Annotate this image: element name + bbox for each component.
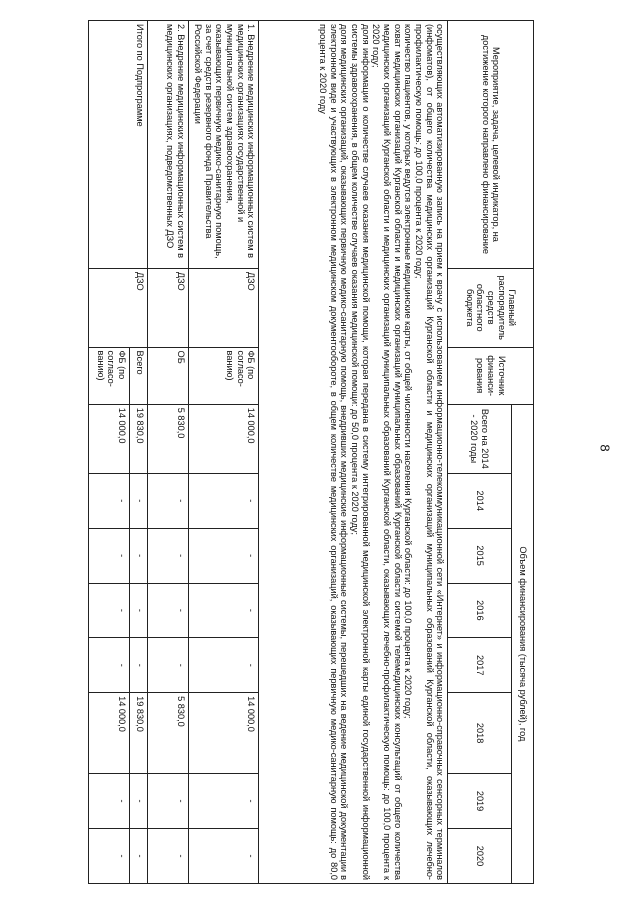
- row-source: ФБ (по согласо-ванию): [189, 347, 259, 404]
- header-volume: Объем финансирования (тысяча рублей), год: [511, 404, 533, 883]
- indicator-description: осуществляющих автоматизированную запись на прием к врачу с использованием информационно-телекоммуникационной сети «Интернет» и информационно-справочных сенсорных терминалов (инфоматов), от общего количества медицинских организаций Курганской области и медицинских организаций муниципальных образований Курганской области, оказывающих лечебно-профилактическую помощь: до 100,0 процента к 2020 году; количество пациентов, у которых ведутся электронные медицинские карты, от общей численности населения Курганской области: до 100,0 процента к 2020 году; охват медицинских организаций Курганской области и медицинских организаций муниципальных образований Курганской области системой телемедицинских консультаций от общего количества медицинских организаций Курганской области и медицинских организаций муниципальных образований Курганской области, оказывающих лечебно-профилактическую помощь: до 100,0 процента к 2020 году; доля информации о количестве случаев оказания медицинской помощи, которая передана в систему интегрированной медицинской электронной карты единой государственной информационной системы здравоохранения, в общем количестве случаев оказания медицинской помощи: до 50,0 процента к 2020 году; доля медицинских организаций, оказывающих первичную медико-санитарную помощь, внедривших медицинские информационные системы, перешедших на ведение медицинской документации в электронном виде и участвующих в электронном медицинском документообороте, в общем количестве медицинских организаций, оказывающих первичную медико-санитарную помощь: до 80,0 процента к 2020 году: [259, 21, 448, 884]
- header-year: 2020: [448, 828, 511, 883]
- totals-year-value: -: [129, 638, 147, 693]
- header-total: Всего на 2014 - 2020 годы: [448, 404, 511, 473]
- totals-year-value: -: [129, 774, 147, 829]
- row-year-value: -: [148, 473, 189, 528]
- row-manager: ДЗО: [148, 268, 189, 347]
- totals-year-value: 19 830,0: [129, 693, 147, 774]
- totals-year-value: -: [129, 473, 147, 528]
- header-year: 2018: [448, 693, 511, 774]
- totals-year-value: -: [89, 473, 130, 528]
- row-year-value: -: [148, 638, 189, 693]
- totals-year-value: -: [129, 528, 147, 583]
- totals-label: Итого по Подпрограмме: [89, 21, 148, 269]
- row-year-value: 14 000,0: [189, 693, 259, 774]
- row-year-value: -: [189, 828, 259, 883]
- row-activity: 1. Внедрение медицинских информационных систем в медицинских организациях государственной и муниципальной систем здравоохранения, оказывающих первичную медико-санитарную помощь, за счет средств резервного фонда Правительства Российской Федерации: [189, 21, 259, 269]
- row-year-value: -: [189, 583, 259, 638]
- row-activity: 2. Внедрение медицинских информационных систем в медицинских организациях, подведомственных ДЗО: [148, 21, 189, 269]
- totals-manager: ДЗО: [89, 268, 148, 347]
- row-year-value: -: [189, 638, 259, 693]
- row-year-value: -: [148, 828, 189, 883]
- header-manager: Главный распорядитель средств областного бюджета: [448, 268, 534, 347]
- header-activity: Мероприятие, задача, целевой индикатор, на достижение которого направлено финансирование: [448, 21, 534, 269]
- totals-source: Всего: [129, 347, 147, 404]
- header-year: 2019: [448, 774, 511, 829]
- totals-year-value: -: [129, 828, 147, 883]
- row-year-value: -: [148, 583, 189, 638]
- header-year: 2015: [448, 528, 511, 583]
- row-year-value: 5 830,0: [148, 693, 189, 774]
- row-year-value: -: [189, 473, 259, 528]
- financing-table: [88, 20, 534, 884]
- totals-year-value: -: [89, 828, 130, 883]
- totals-year-value: -: [89, 774, 130, 829]
- rotated-table-container: [88, 20, 534, 884]
- totals-year-value: -: [129, 583, 147, 638]
- row-year-value: -: [189, 528, 259, 583]
- page-number: 8: [597, 444, 613, 452]
- row-total: 5 830,0: [148, 404, 189, 473]
- row-total: 14 000,0: [189, 404, 259, 473]
- totals-year-value: -: [89, 638, 130, 693]
- row-manager: ДЗО: [189, 268, 259, 347]
- row-year-value: -: [148, 528, 189, 583]
- row-year-value: -: [189, 774, 259, 829]
- totals-source: ФБ (по согласо-ванию): [89, 347, 130, 404]
- totals-year-value: -: [89, 528, 130, 583]
- header-year: 2016: [448, 583, 511, 638]
- header-year: 2014: [448, 473, 511, 528]
- totals-total: 19 830,0: [129, 404, 147, 473]
- totals-year-value: 14 000,0: [89, 693, 130, 774]
- header-year: 2017: [448, 638, 511, 693]
- totals-total: 14 000,0: [89, 404, 130, 473]
- row-year-value: -: [148, 774, 189, 829]
- row-source: ОБ: [148, 347, 189, 404]
- header-source: Источник финанси-рования: [448, 347, 534, 404]
- totals-year-value: -: [89, 583, 130, 638]
